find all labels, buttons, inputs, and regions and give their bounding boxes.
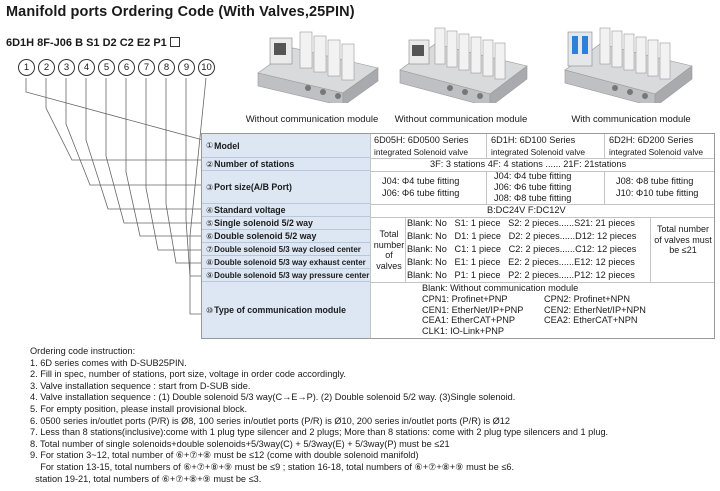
- position-number: 3: [58, 59, 75, 76]
- row-label-voltage: ④ Standard voltage: [202, 204, 370, 217]
- instruction-line: 8. Total number of single solenoids+double solenoids+5/3way(C) + 5/3way(E) + 5/3way(P) must be ≤21: [30, 438, 450, 449]
- stations-value: 3F: 3 stations 4F: 4 stations ...... 21F: 21stations: [430, 159, 627, 169]
- position-number: 6: [118, 59, 135, 76]
- exhaust-center-options: Blank: No E1: 1 piece E2: 2 pieces......E12: 12 pieces: [407, 257, 635, 267]
- instruction-line: 2. Fill in spec, number of stations, port size, voltage in order code accordingly.: [30, 369, 346, 380]
- order-code-blank-box: [170, 37, 180, 47]
- row-label-closed-center: ⑦ Double solenoid 5/3 way closed center: [202, 243, 370, 256]
- instruction-line: 3. Valve installation sequence : start from D-SUB side.: [30, 380, 251, 391]
- photo-caption-1: Without communication module: [245, 114, 379, 125]
- manifold-photo-1: [248, 18, 383, 103]
- position-number: 8: [158, 59, 175, 76]
- instruction-line: 5. For empty position, please install provisional block.: [30, 403, 248, 414]
- position-number: 7: [138, 59, 155, 76]
- position-number: 10: [198, 59, 215, 76]
- spec-table: [201, 133, 715, 339]
- page-title: Manifold ports Ordering Code (With Valves,25PIN): [6, 4, 355, 20]
- closed-center-options: Blank: No C1: 1 piece C2: 2 pieces......C12: 12 pieces: [407, 244, 637, 254]
- ordering-instructions: [30, 346, 608, 485]
- row-label-port-size: ③ Port size(A/B Port): [202, 171, 370, 204]
- comm-options-left: Blank: Without communication module CPN1: Profinet+PNP CEN1: EtherNet/IP+PNP CEA1: EtherCAT+PNP CLK1: IO-Link+PNP: [422, 283, 579, 337]
- instruction-line: 1. 6D series comes with D-SUB25PIN.: [30, 357, 187, 368]
- instruction-line: station 19-21, total numbers of ⑥+⑦+⑧+⑨ must be ≤3.: [30, 473, 262, 484]
- instruction-line: 9. For station 3~12, total number of ⑥+⑦+⑧ must be ≤12 (come with double solenoid manifold): [30, 450, 419, 461]
- pressure-center-options: Blank: No P1: 1 piece P2: 2 pieces......P12: 12 pieces: [407, 270, 635, 280]
- row-label-single-52: ⑤ Single solenoid 5/2 way: [202, 217, 370, 230]
- instruction-line: 4. Valve installation sequence : (1) Double solenoid 5/3 way(C→E→P). (2) Double solenoid 5/2 way. (3)Single solenoid.: [30, 392, 516, 403]
- position-number: 9: [178, 59, 195, 76]
- manifold-photo-2: [395, 18, 530, 103]
- single-52-options: Blank: No S1: 1 piece S2: 2 pieces......S21: 21 pieces: [407, 218, 635, 228]
- double-52-options: Blank: No D1: 1 piece D2: 2 pieces......D12: 12 pieces: [407, 231, 637, 241]
- model-100: 6D1H: 6D100 Series integrated Solenoid valve: [491, 135, 586, 157]
- port-size-0500: J04: Φ4 tube fitting J06: Φ6 tube fitting: [382, 176, 460, 198]
- comm-options-right: CPN2: Profinet+NPN CEN2: EtherNet/IP+NPN CEA2: EtherCAT+NPN: [544, 293, 646, 326]
- row-label-comm-module: ⑩ Type of communication module: [202, 282, 370, 338]
- position-number: 2: [38, 59, 55, 76]
- total-valves-note: Total number of valves must be ≤21: [654, 224, 712, 256]
- position-number: 4: [78, 59, 95, 76]
- manifold-photo-3: [560, 18, 695, 103]
- photo-caption-2: Without communication module: [394, 114, 528, 125]
- model-200: 6D2H: 6D200 Series integrated Solenoid valve: [609, 135, 704, 157]
- model-0500: 6D05H: 6D0500 Series integrated Solenoid valve: [374, 135, 469, 157]
- row-label-double-52: ⑥ Double solenoid 5/2 way: [202, 230, 370, 243]
- row-label-exhaust-center: ⑧ Double solenoid 5/3 way exhaust center: [202, 256, 370, 269]
- position-number: 1: [18, 59, 35, 76]
- total-valves-label: Total number of valves: [373, 229, 405, 271]
- row-label-pressure-center: ⑨ Double solenoid 5/3 way pressure center: [202, 269, 370, 282]
- photo-caption-3: With communication module: [571, 114, 691, 125]
- port-size-100: J04: Φ4 tube fitting J06: Φ6 tube fitting J08: Φ8 tube fitting: [494, 171, 572, 203]
- port-size-200: J08: Φ8 tube fitting J10: Φ10 tube fitting: [616, 176, 699, 198]
- instruction-line: For station 13-15, total numbers of ⑥+⑦+⑧+⑨ must be ≤9 ; station 16-18, total numbers of ⑥+⑦+⑧+⑨ must be ≤6.: [30, 461, 515, 472]
- instruction-line: 6. 0500 series in/outlet ports (P/R) is Ø8, 100 series in/outlet ports (P/R) is Ø10, 200 series in/outlet ports (P/R) is Ø12: [30, 415, 510, 426]
- position-number: 5: [98, 59, 115, 76]
- order-code-text: 6D1H 8F-J06 B S1 D2 C2 E2 P1: [6, 37, 167, 49]
- order-code: [6, 37, 180, 49]
- instruction-line: 7. Less than 8 stations(inclusive):come with 1 plug type silencer and 2 plugs; More than 8 stations: come with 2 plug type silencers and 1 plug.: [30, 427, 609, 438]
- voltage-value: B:DC24V F:DC12V: [487, 205, 566, 215]
- row-label-stations: ② Number of stations: [202, 158, 370, 171]
- row-label-model: ① Model: [202, 134, 370, 158]
- instruction-line: Ordering code instruction:: [30, 346, 136, 356]
